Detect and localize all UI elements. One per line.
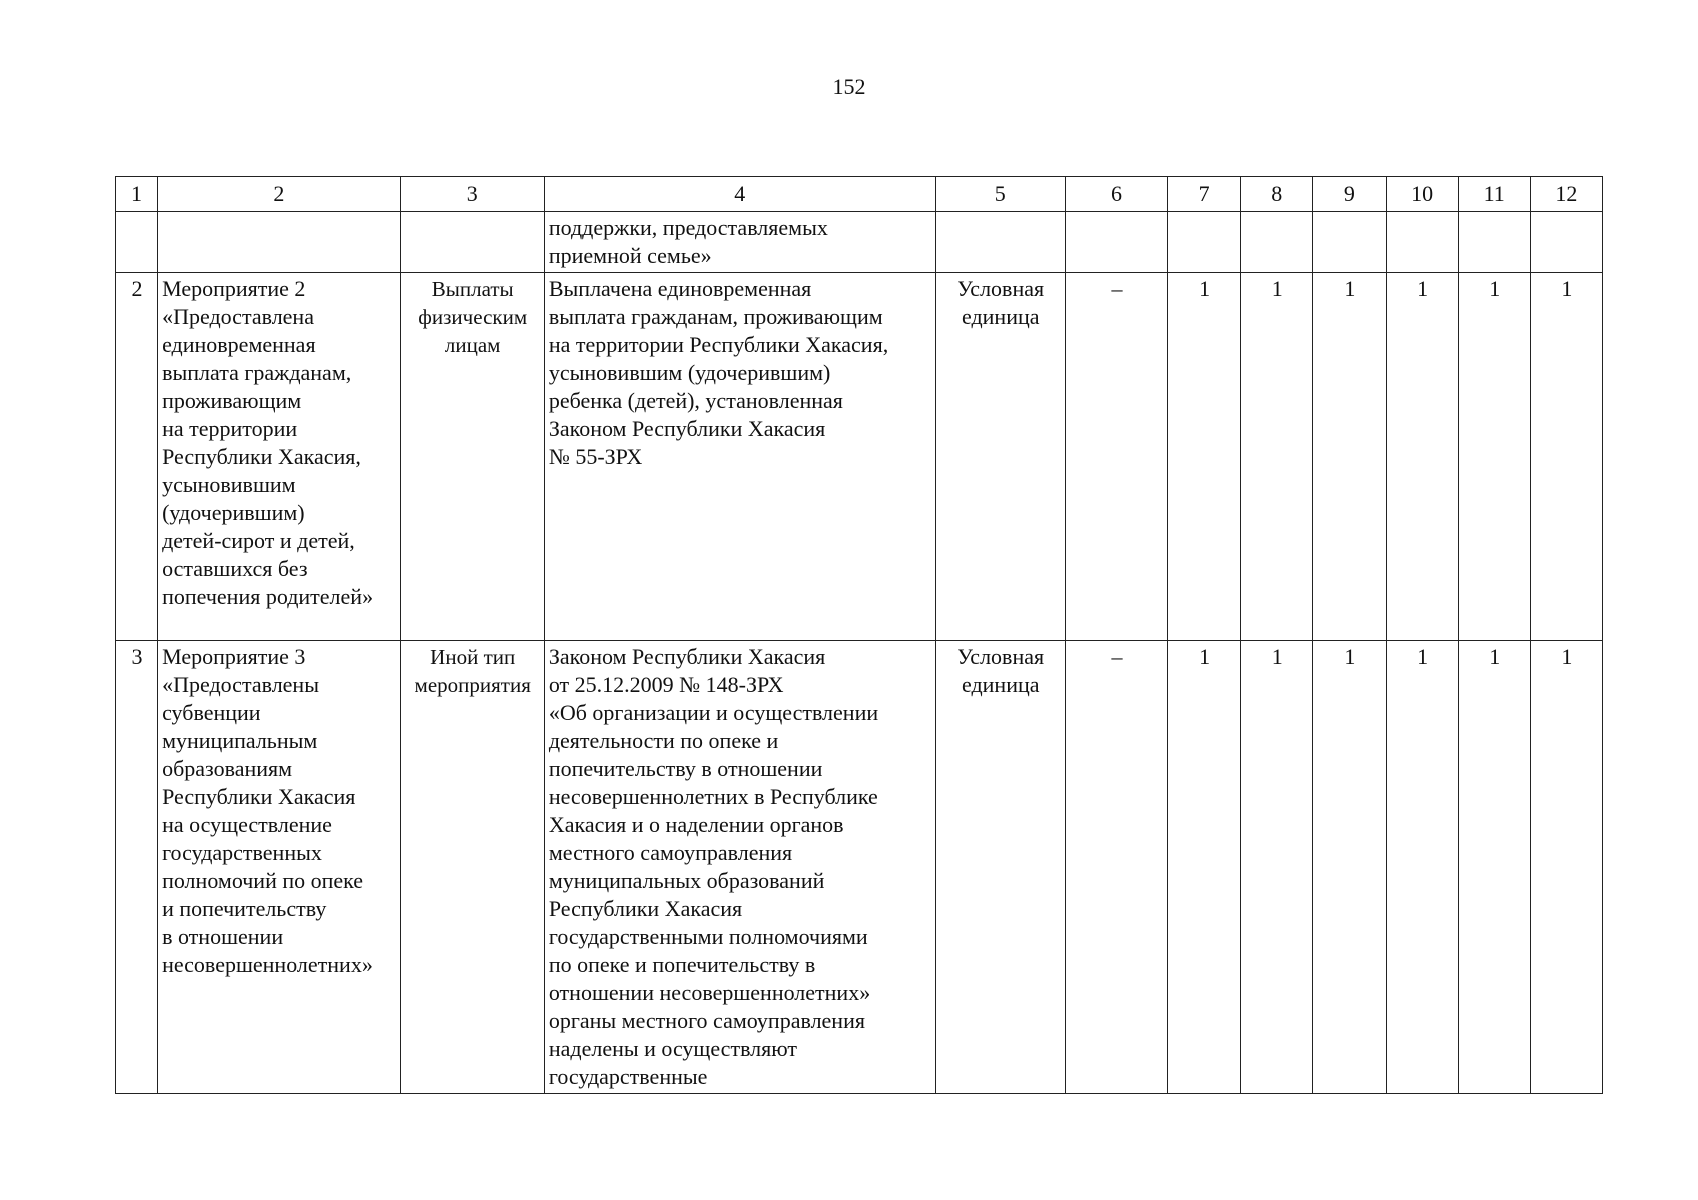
measure-unit: Условная единица xyxy=(935,641,1065,1094)
row-number: 3 xyxy=(116,641,158,1094)
table-row xyxy=(116,273,1603,641)
value-cell xyxy=(1065,212,1167,273)
value-cell xyxy=(1168,212,1241,273)
value-cell: 1 xyxy=(1458,273,1530,641)
column-header: 7 xyxy=(1168,177,1241,212)
row-number: 2 xyxy=(116,273,158,641)
column-header: 9 xyxy=(1313,177,1386,212)
value-cell: 1 xyxy=(1386,641,1458,1094)
value-cell: – xyxy=(1065,273,1167,641)
measure-unit: Условная единица xyxy=(935,273,1065,641)
value-cell: 1 xyxy=(1241,273,1313,641)
activity-result: Выплачена единовременная выплата гражданам, проживающим на территории Республики Хакасия, усыновившим (удочерившим) ребенка (детей), установленная Законом Республики Хакасия № 55-ЗРХ xyxy=(544,273,935,641)
column-header: 12 xyxy=(1530,177,1602,212)
value-cell: 1 xyxy=(1313,273,1386,641)
value-cell: 1 xyxy=(1168,641,1241,1094)
column-header: 5 xyxy=(935,177,1065,212)
page-number: 152 xyxy=(832,74,866,99)
activity-type xyxy=(400,212,544,273)
activity-name xyxy=(158,212,400,273)
indicators-table xyxy=(115,176,1603,1094)
value-cell xyxy=(1313,212,1386,273)
activity-type: Выплаты физическим лицам xyxy=(400,273,544,641)
value-cell: 1 xyxy=(1241,641,1313,1094)
column-header: 6 xyxy=(1065,177,1167,212)
value-cell: 1 xyxy=(1530,641,1602,1094)
column-header: 8 xyxy=(1241,177,1313,212)
activity-name: Мероприятие 2 «Предоставлена единовременная выплата гражданам, проживающим на территории Республики Хакасия, усыновившим (удочерившим) детей-сирот и детей, оставшихся без попечения родителей» xyxy=(158,273,400,641)
value-cell xyxy=(1458,212,1530,273)
activity-type: Иной тип мероприятия xyxy=(400,641,544,1094)
value-cell: 1 xyxy=(1313,641,1386,1094)
value-cell: – xyxy=(1065,641,1167,1094)
activity-name: Мероприятие 3 «Предоставлены субвенции муниципальным образованиям Республики Хакасия на осуществление государственных полномочий по опеке и попечительству в отношении несовершеннолетних» xyxy=(158,641,400,1094)
measure-unit xyxy=(935,212,1065,273)
column-header: 2 xyxy=(158,177,400,212)
column-header: 10 xyxy=(1386,177,1458,212)
value-cell: 1 xyxy=(1168,273,1241,641)
value-cell xyxy=(1386,212,1458,273)
table-row xyxy=(116,641,1603,1094)
table-row xyxy=(116,212,1603,273)
column-header: 1 xyxy=(116,177,158,212)
activity-result: поддержки, предоставляемых приемной семье» xyxy=(544,212,935,273)
row-number xyxy=(116,212,158,273)
value-cell: 1 xyxy=(1530,273,1602,641)
column-header: 3 xyxy=(400,177,544,212)
value-cell: 1 xyxy=(1386,273,1458,641)
column-header: 11 xyxy=(1458,177,1530,212)
value-cell: 1 xyxy=(1458,641,1530,1094)
table-header-row xyxy=(116,177,1603,212)
activity-result: Законом Республики Хакасия от 25.12.2009 № 148-ЗРХ «Об организации и осуществлении деятельности по опеке и попечительству в отношении несовершеннолетних в Республике Хакасия и о наделении органов местного самоуправления муниципальных образований Республики Хакасия государственными полномочиями по опеке и попечительству в отношении несовершеннолетних» органы местного самоуправления наделены и осуществляют государственные xyxy=(544,641,935,1094)
column-header: 4 xyxy=(544,177,935,212)
value-cell xyxy=(1530,212,1602,273)
value-cell xyxy=(1241,212,1313,273)
